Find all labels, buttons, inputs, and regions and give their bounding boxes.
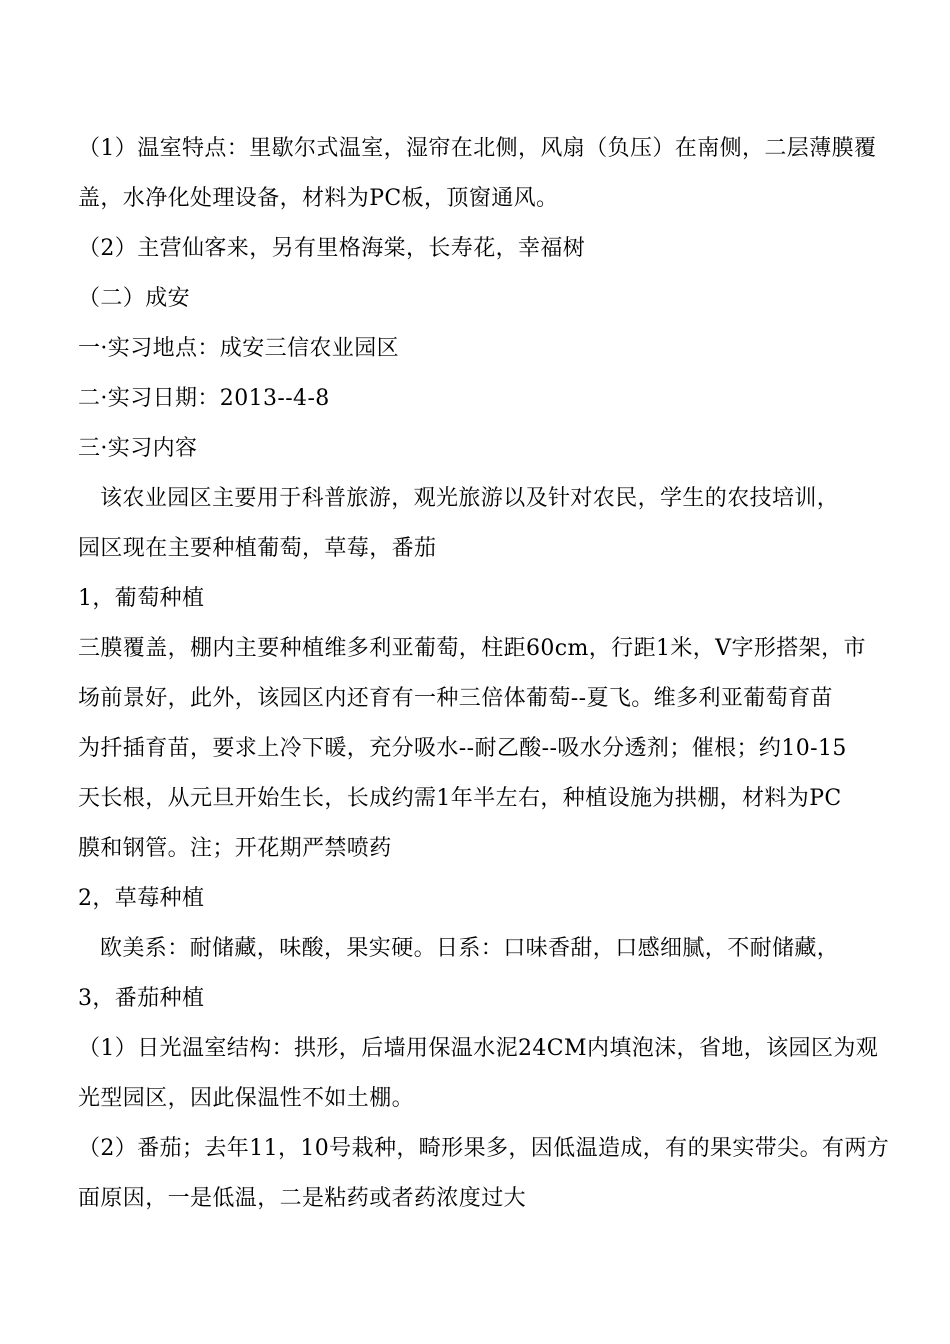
tomato-structure-line-2: 光型园区，因此保温性不如土棚。 — [78, 1086, 415, 1111]
main-products-line: （2）主营仙客来，另有里格海棠，长寿花，幸福树 — [78, 236, 586, 261]
park-intro-line-1: 该农业园区主要用于科普旅游，观光旅游以及针对农民，学生的农技培训， — [100, 486, 840, 511]
internship-date-line: 二·实习日期：2013--4-8 — [78, 386, 330, 411]
greenhouse-features-line-2: 盖，水净化处理设备，材料为PC板，顶窗通风。 — [78, 186, 559, 211]
document-body — [78, 124, 888, 1224]
grape-text-line-4: 天长根，从元旦开始生长，长成约需1年半左右，种植设施为拱棚，材料为PC — [78, 786, 842, 811]
greenhouse-features-line-1: （1）温室特点：里歇尔式温室，湿帘在北侧，风扇（负压）在南侧，二层薄膜覆 — [78, 136, 877, 161]
tomato-issue-line-1: （2）番茄；去年11，10号栽种，畸形果多，因低温造成，有的果实带尖。有两方 — [78, 1136, 890, 1161]
section-heading-chengan: （二）成安 — [78, 286, 191, 311]
grape-text-line-1: 三膜覆盖，棚内主要种植维多利亚葡萄，柱距60cm，行距1米，V字形搭架，市 — [78, 636, 866, 661]
grape-text-line-3: 为扦插育苗，要求上冷下暖，充分吸水--耐乙酸--吸水分透剂；催根；约10-15 — [78, 736, 847, 761]
tomato-issue-line-2: 面原因，一是低温，二是粘药或者药浓度过大 — [78, 1186, 527, 1211]
strawberry-heading: 2，草莓种植 — [78, 886, 205, 911]
strawberry-text-line: 欧美系：耐储藏，味酸，果实硬。日系：口味香甜，口感细腻，不耐储藏， — [100, 936, 840, 961]
internship-location-line: 一·实习地点：成安三信农业园区 — [78, 336, 399, 361]
park-intro-line-2: 园区现在主要种植葡萄，草莓，番茄 — [78, 536, 437, 561]
internship-content-heading: 三·实习内容 — [78, 436, 198, 461]
tomato-heading: 3，番茄种植 — [78, 986, 205, 1011]
grape-text-line-2: 场前景好，此外，该园区内还育有一种三倍体葡萄--夏飞。维多利亚葡萄育苗 — [78, 686, 833, 711]
grape-heading: 1，葡萄种植 — [78, 586, 205, 611]
grape-text-line-5: 膜和钢管。注；开花期严禁喷药 — [78, 836, 392, 861]
tomato-structure-line-1: （1）日光温室结构：拱形，后墙用保温水泥24CM内填泡沫，省地，该园区为观 — [78, 1036, 879, 1061]
